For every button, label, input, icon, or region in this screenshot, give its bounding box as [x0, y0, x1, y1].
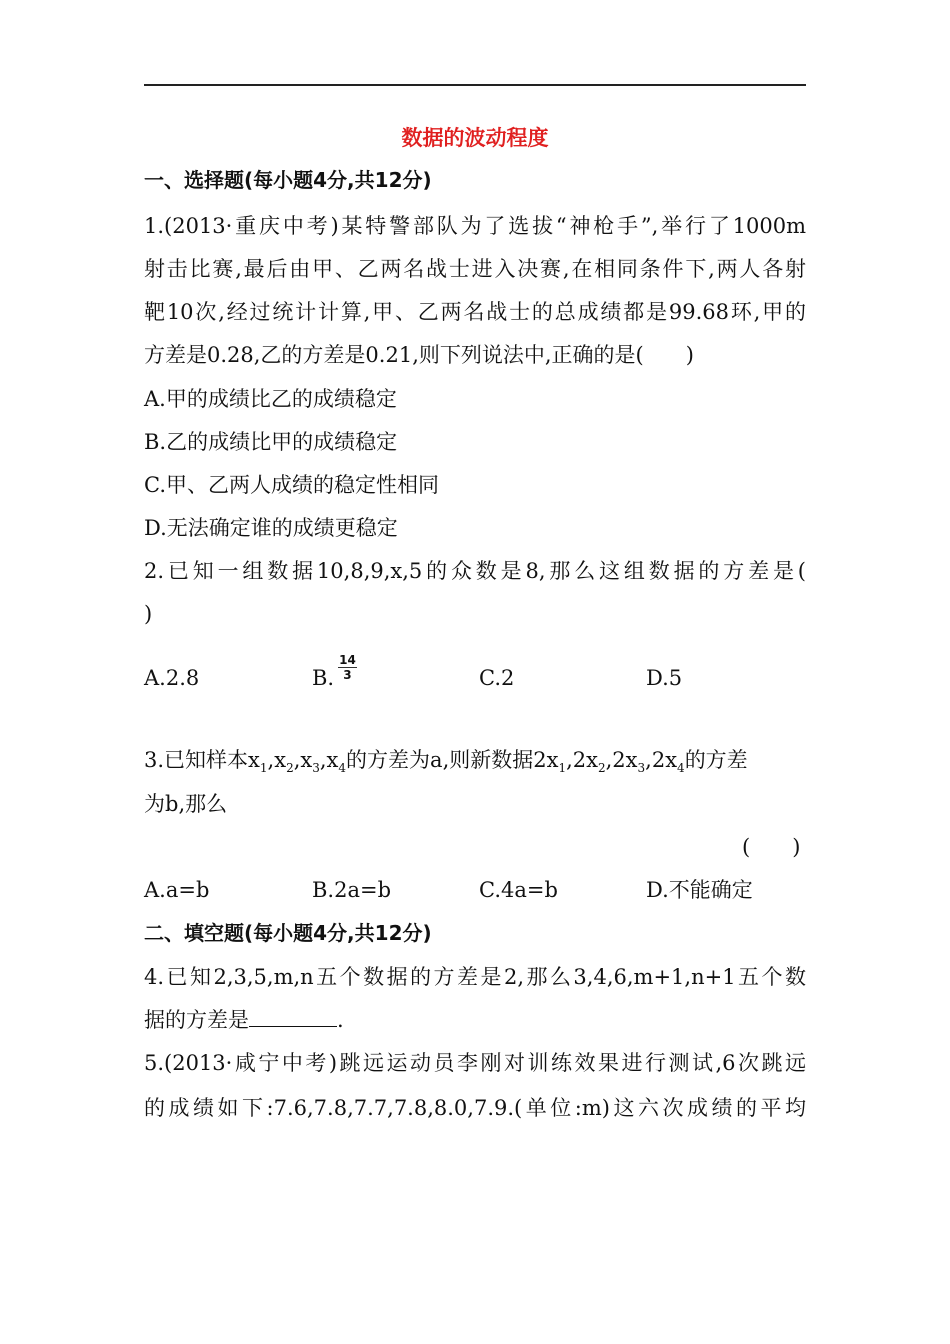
q3-text: 3.已知样本x [144, 748, 260, 772]
q1-line-3: 靶10次,经过统计计算,甲、乙两名战士的总成绩都是99.68环,甲的 [144, 300, 806, 324]
answer-blank[interactable] [249, 1006, 337, 1027]
q4-line-1: 4.已知2,3,5,m,n五个数据的方差是2,那么3,4,6,m+1,n+1五个数 [144, 965, 806, 989]
q5-line-1: 5.(2013·咸宁中考)跳远运动员李刚对训练效果进行测试,6次跳远 [144, 1051, 806, 1075]
q1-option-b: B.乙的成绩比甲的成绩稳定 [144, 430, 398, 454]
subscript: 2 [597, 761, 606, 776]
subscript: 2 [286, 761, 294, 776]
section2-heading: 二、填空题(每小题4分,共12分) [144, 921, 432, 945]
q3-option-c: C.4a=b [479, 878, 558, 902]
subscript: 4 [677, 761, 685, 776]
q3-text: 的方差为a,则新数据2x [346, 748, 559, 772]
subscript: 3 [637, 761, 646, 776]
section1-heading: 一、选择题(每小题4分,共12分) [144, 168, 432, 192]
q2-line-1: 2.已知一组数据10,8,9,x,5的众数是8,那么这组数据的方差是( [144, 559, 806, 583]
q5-line-2: 的成绩如下:7.6,7.8,7.7,7.8,8.0,7.9.(单位:m)这六次成绩的平均 [144, 1096, 806, 1120]
q3-text: ,2x [566, 748, 598, 772]
q1-line-2: 射击比赛,最后由甲、乙两名战士进入决赛,在相同条件下,两人各射 [144, 257, 806, 281]
page-title: 数据的波动程度 [401, 126, 549, 150]
fraction-numerator: 14 [339, 653, 356, 667]
q1-option-c: C.甲、乙两人成绩的稳定性相同 [144, 473, 439, 497]
q4-text: 据的方差是 [144, 1008, 249, 1032]
q2-option-b-fraction [338, 653, 357, 682]
q3-line-1 [144, 746, 806, 782]
q2-option-b [312, 653, 357, 694]
q1-line-4: 方差是0.28,乙的方差是0.21,则下列说法中,正确的是( ) [144, 343, 694, 367]
q3-text: ,2x [605, 748, 638, 772]
q3-option-a: A.a=b [144, 878, 210, 902]
q1-option-d: D.无法确定谁的成绩更稳定 [144, 516, 398, 540]
q4-line-2 [144, 1006, 344, 1034]
q3-option-b: B.2a=b [312, 878, 392, 902]
q2-option-b-prefix: B. [312, 666, 335, 690]
subscript: 4 [338, 761, 347, 776]
q1-line-1: 1.(2013·重庆中考)某特警部队为了选拔“神枪手”,举行了1000m [144, 214, 806, 238]
q2-line-2: ) [144, 602, 153, 626]
subscript: 1 [259, 761, 268, 776]
q3-text: ,2x [645, 748, 678, 772]
q3-text: 的方差 [684, 748, 748, 772]
q2-option-a: A.2.8 [144, 666, 200, 690]
q2-option-c: C.2 [479, 666, 515, 690]
q4-text: . [337, 1008, 344, 1032]
q3-text: ,x [319, 748, 339, 772]
subscript: 1 [558, 761, 567, 776]
q1-option-a: A.甲的成绩比乙的成绩稳定 [144, 387, 397, 411]
q3-text: ,x [267, 748, 287, 772]
subscript: 3 [312, 761, 320, 776]
header-rule [144, 84, 806, 86]
q3-text: ,x [293, 748, 313, 772]
q3-answer-paren: ( ) [742, 835, 801, 859]
q3-line-2: 为b,那么 [144, 792, 228, 816]
q3-option-d: D.不能确定 [646, 878, 753, 902]
q2-option-d: D.5 [646, 666, 683, 690]
fraction-denominator: 3 [343, 668, 352, 682]
